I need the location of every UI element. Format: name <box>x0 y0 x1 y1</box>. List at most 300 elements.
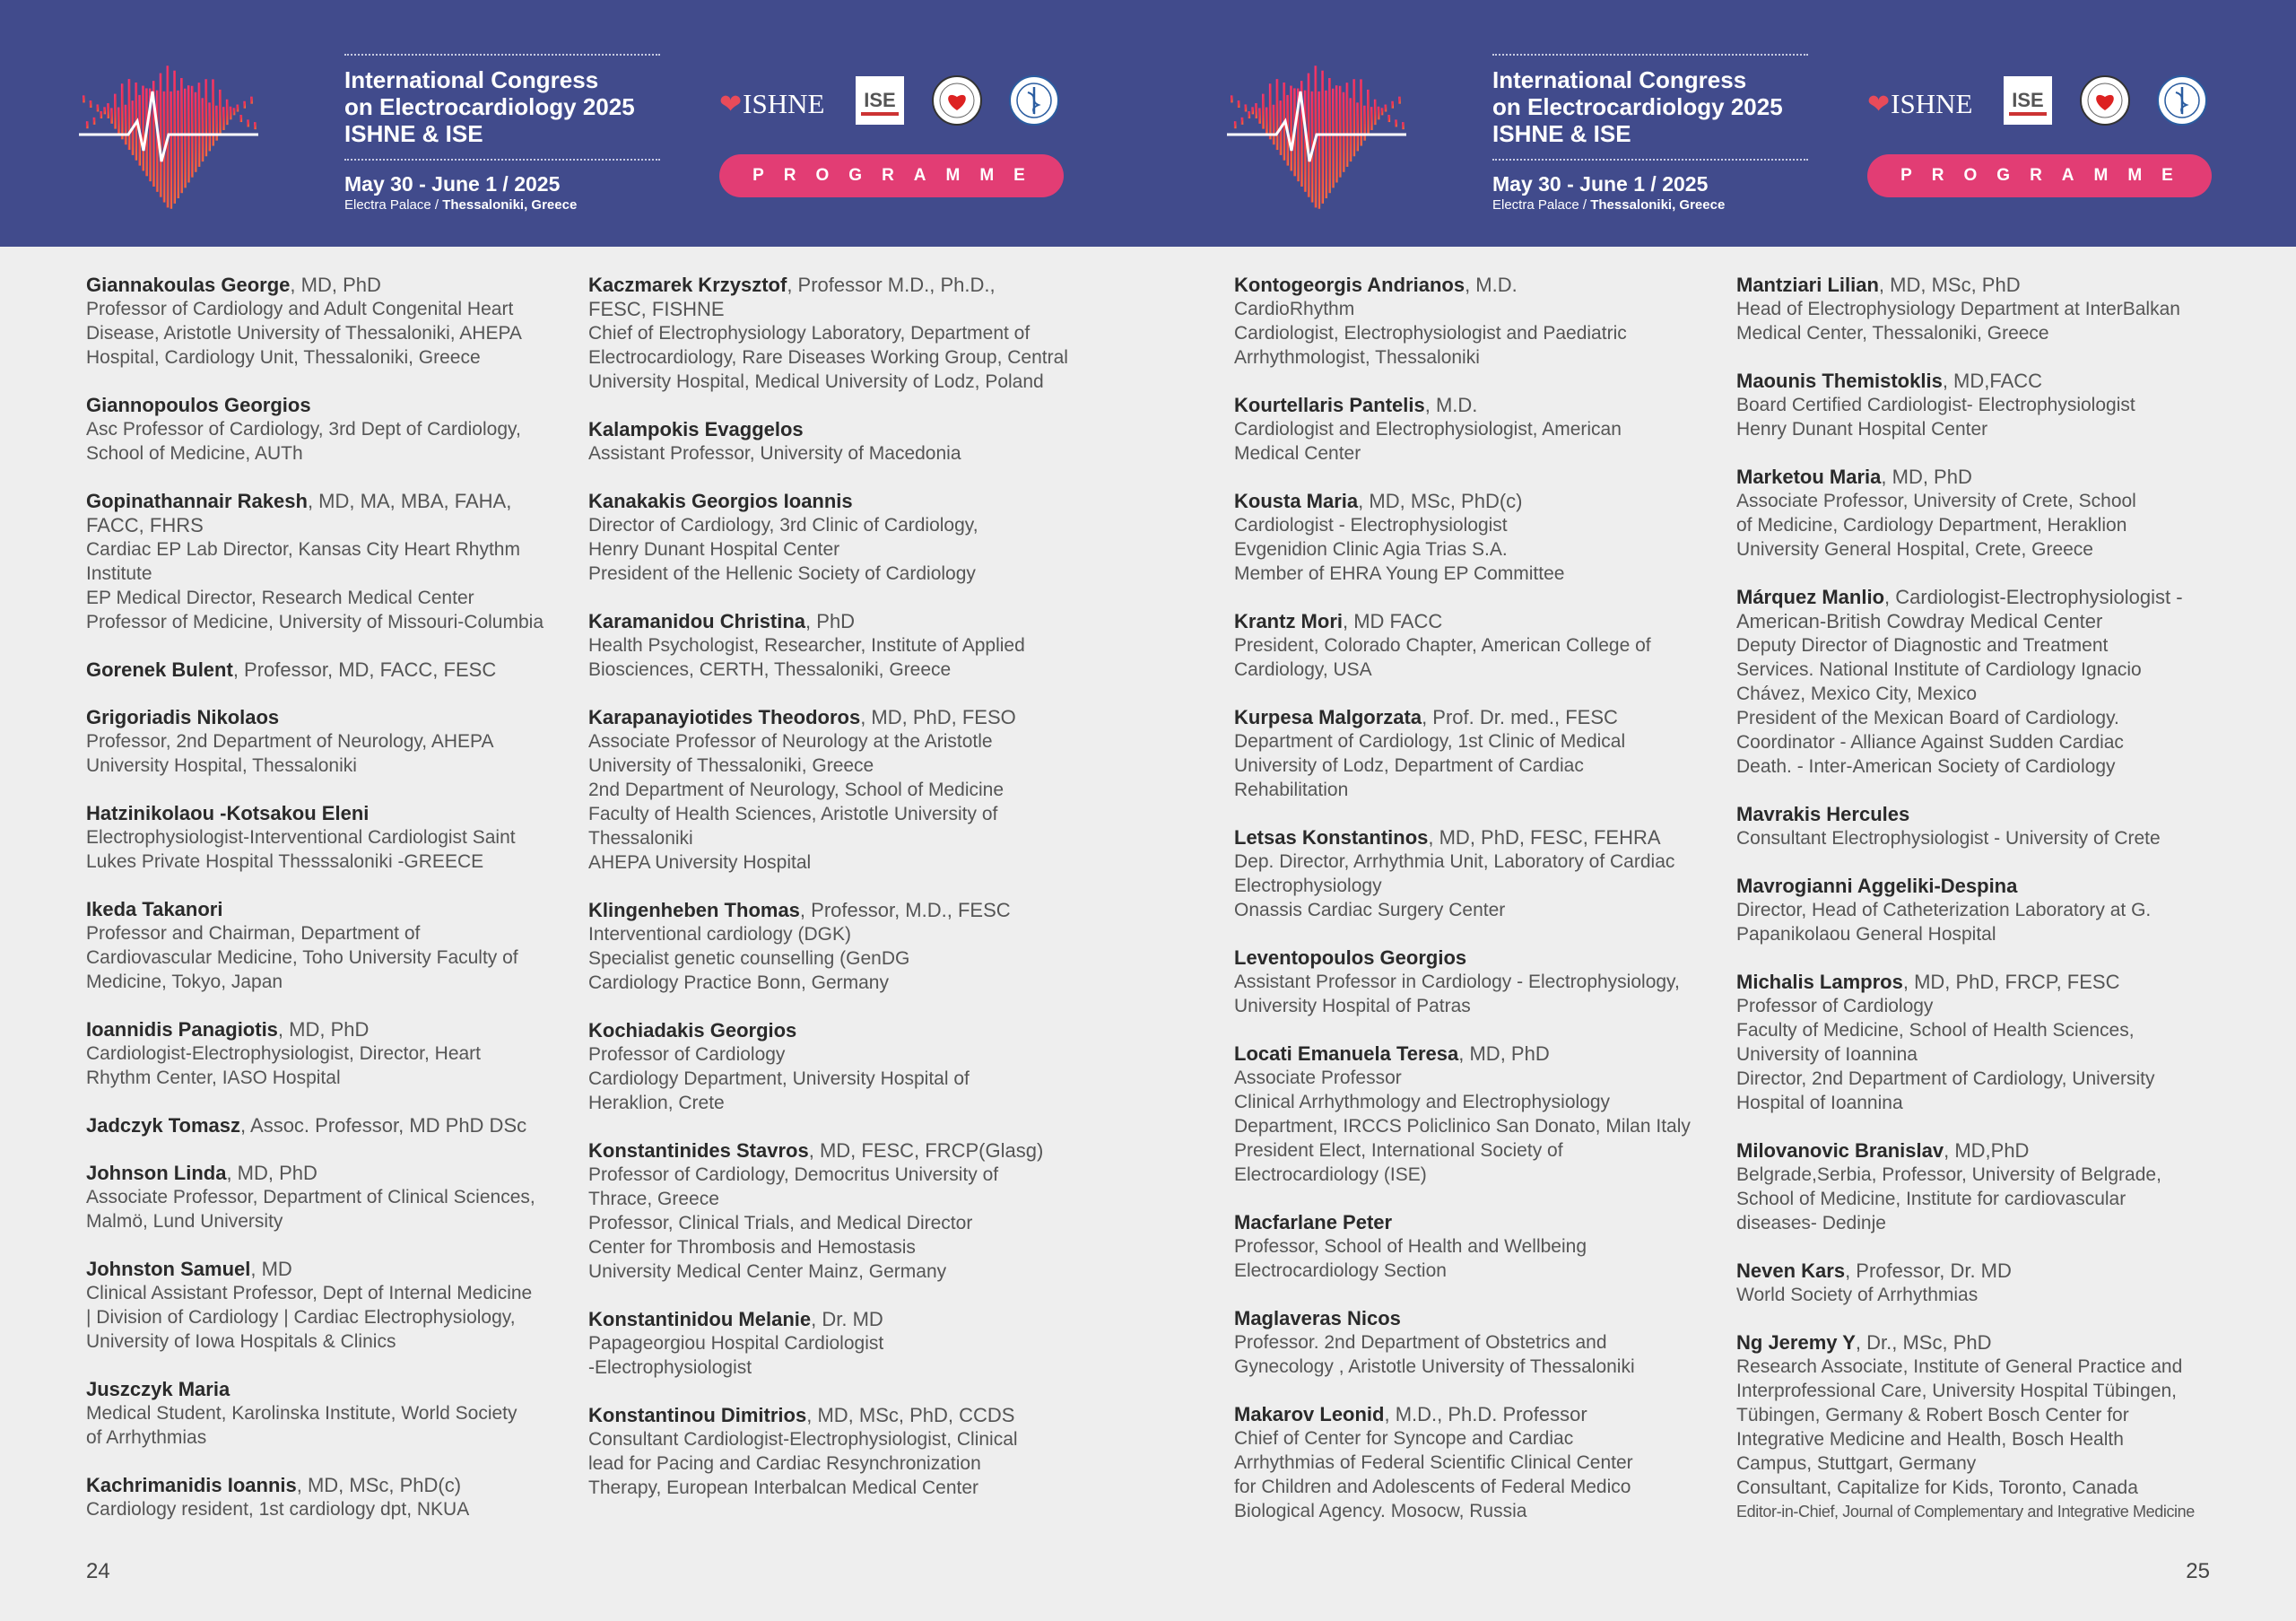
speaker-name-line <box>1736 369 2239 393</box>
speaker-name: Jadczyk Tomasz <box>86 1114 241 1137</box>
speaker-name-line <box>1234 1306 1736 1330</box>
speaker-affiliation: Assistant Professor, University of Macedonia <box>588 443 961 464</box>
heart-waveform-bar <box>173 71 176 204</box>
speaker-entry <box>1234 825 1736 922</box>
dotted-divider <box>1492 159 1808 161</box>
speaker-affiliation: Professor of Cardiology, Democritus University of Thrace, Greece Professor, Clinical Trials, and Medical Director Center for Thrombosis and Hemostasis University Medical Center Mainz, Germany <box>588 1164 999 1282</box>
society-seal-icon <box>931 74 983 126</box>
speaker-entry <box>1234 1041 1736 1187</box>
heart-waveform-bar <box>1265 108 1268 135</box>
speaker-name-line <box>588 898 1091 922</box>
heart-waveform-bar <box>90 100 92 108</box>
speaker-entry <box>86 1473 588 1521</box>
speaker-name: Macfarlane Peter <box>1234 1211 1393 1233</box>
congress-title-line: International Congress <box>1492 66 1747 93</box>
speaker-entry <box>1234 1306 1736 1379</box>
speaker-affiliation: Head of Electrophysiology Department at InterBalkan Medical Center, Thessaloniki, Greece <box>1736 299 2180 344</box>
speaker-affiliation: Assistant Professor in Cardiology - Electrophysiology, University Hospital of Patras <box>1234 972 1680 1016</box>
speaker-affiliation: Director of Cardiology, 3rd Clinic of Cardiology, Henry Dunant Hospital Center President of the Hellenic Society of Cardiology <box>588 515 978 584</box>
page-number: 25 <box>2186 1559 2210 1583</box>
speaker-credentials: , MD, MSc, PhD, CCDS <box>806 1404 1015 1426</box>
speaker-name: Leventopoulos Georgios <box>1234 946 1467 969</box>
speaker-credentials: , Dr., MSc, PhD <box>1855 1331 1992 1354</box>
speaker-affiliation: Cardiologist - Electrophysiologist Evgenidion Clinic Agia Trias S.A. Member of EHRA Young EP Committee <box>1234 515 1565 584</box>
heart-ecg-logo-icon <box>1227 27 1406 233</box>
speaker-credentials: , MD, PhD, FESC, FEHRA <box>1428 826 1661 849</box>
speaker-entry <box>86 658 588 682</box>
speaker-name: Kousta Maria <box>1234 490 1359 512</box>
speaker-name: Maglaveras Nicos <box>1234 1307 1401 1329</box>
speaker-credentials: , MD,PhD <box>1944 1139 2030 1162</box>
speaker-affiliation: Cardiologist and Electrophysiologist, American Medical Center <box>1234 419 1622 464</box>
heart-waveform-bar <box>237 105 239 112</box>
speaker-extra-role: Editor-in-Chief, Journal of Complementary and Integrative Medicine <box>1736 1503 2195 1521</box>
dotted-divider <box>1492 54 1808 56</box>
heart-waveform-bar <box>1245 104 1248 111</box>
heart-waveform-bar <box>184 89 187 188</box>
speaker-affiliation: President, Colorado Chapter, American College of Cardiology, USA <box>1234 635 1651 680</box>
heart-waveform-bar <box>1290 86 1292 171</box>
sponsor-logos <box>1867 72 2208 135</box>
speaker-name-line <box>1736 465 2239 489</box>
speaker-name: Johnston Samuel <box>86 1258 251 1280</box>
speaker-entry <box>86 1161 588 1233</box>
heart-waveform-bar <box>117 108 120 135</box>
heart-waveform-bar <box>1255 103 1257 118</box>
congress-title-line: International Congress <box>344 66 599 93</box>
speaker-name-line <box>86 393 588 417</box>
speaker-entry <box>1736 273 2239 345</box>
programme-button[interactable]: PROGRAMME <box>1867 154 2212 197</box>
heart-icon: ❤ <box>1867 89 1891 119</box>
speaker-column <box>1234 273 1736 1547</box>
speaker-entry <box>1234 393 1736 466</box>
speaker-credentials: , MD, MSc, PhD(c) <box>296 1474 462 1496</box>
sponsor-logos <box>719 72 1060 135</box>
speaker-name-line <box>588 417 1091 441</box>
speaker-affiliation: Associate Professor Clinical Arrhythmology and Electrophysiology Department, IRCCS Policlinico San Donato, Milan Italy President Elect, International Society of Electrocardiology (ISE) <box>1234 1068 1691 1185</box>
heart-waveform-bar <box>1262 94 1265 129</box>
venue-city: Thessaloniki, Greece <box>1590 197 1726 213</box>
speaker-name-line <box>1234 1402 1736 1426</box>
speaker-entry <box>1736 874 2239 946</box>
speaker-entry <box>1234 609 1736 682</box>
speaker-entry <box>588 417 1091 466</box>
heart-waveform-bar <box>1353 79 1356 156</box>
speaker-affiliation: Asc Professor of Cardiology, 3rd Dept of Cardiology, School of Medicine, AUTh <box>86 419 521 464</box>
speaker-affiliation: Consultant Electrophysiologist - University of Crete <box>1736 828 2161 849</box>
ishne-logo-text: ISHNE <box>743 88 825 119</box>
speaker-name: Mavrogianni Aggeliki-Despina <box>1736 875 2018 897</box>
speaker-credentials: , MD, PhD, FRCP, FESC <box>1902 971 2120 993</box>
congress-title-line: ISHNE & ISE <box>344 120 483 147</box>
heart-waveform-bar <box>250 97 253 104</box>
programme-button[interactable]: PROGRAMME <box>719 154 1064 197</box>
heart-waveform-bar <box>128 79 131 150</box>
speaker-credentials: , MD, PhD <box>226 1162 317 1184</box>
congress-title <box>1492 66 1783 147</box>
speaker-name-line <box>1736 970 2239 994</box>
heart-waveform-bar <box>1356 102 1359 151</box>
heart-waveform-bar <box>170 92 173 209</box>
speaker-credentials: , MD,FACC <box>1942 370 2043 392</box>
speaker-entry <box>588 609 1091 682</box>
speaker-credentials: , Professor, Dr. MD <box>1845 1259 2012 1282</box>
speaker-affiliation: Consultant Cardiologist-Electrophysiologist, Clinical lead for Pacing and Cardiac Resynchronization Therapy, European Interbalcan Medical Center <box>588 1429 1018 1498</box>
heart-waveform-bar <box>1332 89 1335 188</box>
speaker-entry <box>1234 1210 1736 1283</box>
speaker-credentials: , Prof. Dr. med., FESC <box>1422 706 1618 728</box>
speaker-name: Kachrimanidis Ioannis <box>86 1474 297 1496</box>
heart-waveform-bar <box>1248 111 1251 118</box>
speaker-column <box>588 273 1091 1523</box>
society-seal-icon <box>2079 74 2131 126</box>
speaker-credentials: , Professor, M.D., FESC <box>799 899 1011 921</box>
speaker-credentials: , PhD <box>805 610 856 632</box>
speaker-name-line <box>86 1473 588 1497</box>
speaker-name: Mavrakis Hercules <box>1736 803 1910 825</box>
speaker-entry <box>1234 946 1736 1018</box>
speaker-name-line <box>1234 705 1736 729</box>
speaker-name: Milovanovic Branislav <box>1736 1139 1944 1162</box>
speaker-name: Krantz Mori <box>1234 610 1343 632</box>
speaker-name-line <box>86 1017 588 1041</box>
heart-waveform-bar <box>1231 95 1233 102</box>
dotted-divider <box>344 54 660 56</box>
speaker-name: Maounis Themistoklis <box>1736 370 1943 392</box>
speaker-name-line <box>1736 874 2239 898</box>
speaker-entry <box>1234 489 1736 586</box>
speaker-credentials: , MD <box>250 1258 292 1280</box>
speaker-credentials: , MD, PhD <box>277 1018 370 1041</box>
heart-waveform-bar <box>1308 74 1310 197</box>
speaker-affiliation: Chief of Electrophysiology Laboratory, Department of Electrocardiology, Rare Diseases Working Group, Central University Hospital, Medical University of Lodz, Poland <box>588 323 1068 392</box>
heart-waveform-bar <box>1269 83 1272 139</box>
speaker-entry <box>588 489 1091 586</box>
speaker-affiliation: Professor of Cardiology Faculty of Medicine, School of Health Sciences, University of Ioannina Director, 2nd Department of Cardiology, University Hospital of Ioannina <box>1736 996 2155 1113</box>
speaker-entry <box>1736 465 2239 562</box>
speaker-name: Letsas Konstantinos <box>1234 826 1429 849</box>
speaker-affiliation: Associate Professor of Neurology at the Aristotle University of Thessaloniki, Greece 2nd Department of Neurology, School of Medicine Faculty of Health Sciences, Aristotle University of Thessaloniki AHEPA University Hospital <box>588 731 1004 873</box>
speaker-credentials: , MD FACC <box>1343 610 1443 632</box>
speaker-name: Kochiadakis Georgios <box>588 1019 797 1041</box>
speaker-name: Neven Kars <box>1736 1259 1846 1282</box>
heart-waveform-bar <box>240 115 243 122</box>
medical-seal-icon <box>1008 74 1060 126</box>
speaker-credentials: , MD, FESC, FRCP(Glasg) <box>808 1139 1044 1162</box>
heart-waveform-bar <box>1350 98 1352 161</box>
speaker-credentials: , Professor, MD, FACC, FESC <box>232 658 497 681</box>
speaker-name-line <box>1736 273 2239 297</box>
heart-waveform-bar <box>254 122 257 129</box>
speaker-name: Kalampokis Evaggelos <box>588 418 804 440</box>
heart-waveform-bar <box>1370 107 1373 130</box>
speaker-name-line <box>588 489 1091 513</box>
heart-waveform-bar <box>230 107 232 120</box>
venue-prefix: Electra Palace / <box>344 197 443 213</box>
congress-venue <box>344 197 577 213</box>
speaker-name-line <box>588 273 1091 321</box>
heart-waveform-bar <box>1273 105 1275 144</box>
heart-waveform-bar <box>1374 100 1377 125</box>
congress-title-line: on Electrocardiology 2025 <box>1492 93 1783 120</box>
speaker-entry <box>588 1403 1091 1500</box>
speaker-entry <box>1736 1138 2239 1235</box>
speaker-name: Makarov Leonid <box>1234 1403 1385 1425</box>
ishne-logo <box>719 88 824 120</box>
ishne-logo <box>1867 88 1972 120</box>
ise-logo-text: ISE <box>864 89 896 111</box>
speaker-entry <box>86 705 588 778</box>
speaker-entry <box>588 1307 1091 1380</box>
speaker-name: Konstantinou Dimitrios <box>588 1404 807 1426</box>
speaker-name: Márquez Manlio <box>1736 586 1885 608</box>
speaker-entry <box>588 273 1091 394</box>
speaker-credentials: , MD, PhD <box>1458 1042 1550 1065</box>
speaker-entry <box>1736 1259 2239 1307</box>
speaker-affiliation: Research Associate, Institute of General Practice and Interprofessional Care, University Hospital Tübingen, Tübingen, Germany & Robert Bosch Center for Integrative Medicine and Health, Bosch Health Campus, Stuttgart, Germany Consultant, Capitalize for Kids, Toronto, Canada <box>1736 1356 2183 1498</box>
speaker-affiliation: Professor. 2nd Department of Obstetrics and Gynecology , Aristotle University of Thessaloniki <box>1234 1332 1635 1377</box>
speaker-name-line <box>588 705 1091 729</box>
speaker-name: Kourtellaris Pantelis <box>1234 394 1425 416</box>
heart-waveform-bar <box>1343 92 1345 172</box>
speaker-affiliation: Board Certified Cardiologist- Electrophysiologist Henry Dunant Hospital Center <box>1736 395 2135 440</box>
speaker-name: Karamanidou Christina <box>588 610 806 632</box>
speaker-entry <box>86 1257 588 1354</box>
heart-waveform-bar <box>1258 108 1261 123</box>
speaker-affiliation: Interventional cardiology (DGK) Specialist genetic counselling (GenDG Cardiology Practice Bonn, Germany <box>588 924 910 993</box>
speaker-name-line <box>1736 1259 2239 1283</box>
speaker-entry <box>86 897 588 994</box>
speaker-name-line <box>588 1307 1091 1331</box>
ise-logo-icon <box>854 74 906 126</box>
heart-waveform-bar <box>226 100 229 125</box>
heart-waveform-bar <box>1388 115 1391 122</box>
speaker-name-line <box>86 705 588 729</box>
speaker-credentials: , M.D. <box>1424 394 1478 416</box>
heart-waveform-bar <box>1234 121 1237 128</box>
speaker-name: Grigoriadis Nikolaos <box>86 706 280 728</box>
heart-waveform-bar <box>107 103 109 118</box>
speaker-entry <box>588 898 1091 995</box>
speaker-entry <box>1736 369 2239 441</box>
page-number: 24 <box>86 1559 110 1583</box>
speaker-credentials: , MD, MSc, PhD <box>1878 274 2021 296</box>
heart-waveform-bar <box>1402 122 1405 129</box>
heart-waveform-bar <box>1395 119 1397 126</box>
heart-waveform-bar <box>86 121 89 128</box>
speaker-name: Kontogeorgis Andrianos <box>1234 274 1465 296</box>
speaker-credentials: , M.D., Ph.D. Professor <box>1384 1403 1587 1425</box>
speaker-entry <box>86 1113 588 1137</box>
heart-waveform-bar <box>1251 107 1254 114</box>
heart-waveform-bar <box>121 83 124 139</box>
speaker-entry <box>86 489 588 634</box>
speaker-affiliation: Belgrade,Serbia, Professor, University of Belgrade, School of Medicine, Institute for cardiovascular diseases- Dedinje <box>1736 1164 2161 1233</box>
speaker-name: Kurpesa Malgorzata <box>1234 706 1422 728</box>
heart-waveform-bar <box>93 118 96 125</box>
speaker-entry <box>1234 705 1736 802</box>
heart-waveform-bar <box>1367 90 1370 135</box>
speaker-affiliation: Professor, 2nd Department of Neurology, AHEPA University Hospital, Thessaloniki <box>86 731 494 776</box>
speaker-name: Klingenheben Thomas <box>588 899 800 921</box>
speaker-affiliation: Medical Student, Karolinska Institute, World Society of Arrhythmias <box>86 1403 517 1448</box>
speaker-entry <box>86 801 588 874</box>
speaker-affiliation: Department of Cardiology, 1st Clinic of Medical University of Lodz, Department of Cardiac Rehabilitation <box>1234 731 1626 800</box>
congress-title <box>344 66 635 147</box>
heart-waveform-bar <box>1398 97 1401 104</box>
speaker-column <box>1736 273 2239 1547</box>
heart-waveform-bar <box>195 92 197 172</box>
speaker-credentials: , Dr. MD <box>811 1308 883 1330</box>
speaker-entry <box>1736 585 2239 779</box>
speaker-name: Locati Emanuela Teresa <box>1234 1042 1459 1065</box>
speaker-name-line <box>588 1403 1091 1427</box>
speaker-name: Marketou Maria <box>1736 466 1882 488</box>
speaker-entry <box>1736 970 2239 1115</box>
heart-waveform-bar <box>177 91 179 198</box>
venue-prefix: Electra Palace / <box>1492 197 1591 213</box>
speaker-name: Kaczmarek Krzysztof <box>588 274 787 296</box>
speaker-name: Juszczyk Maria <box>86 1378 230 1400</box>
speaker-affiliation: CardioRhythm Cardiologist, Electrophysiologist and Paediatric Arrhythmologist, Thessaloniki <box>1234 299 1627 368</box>
heart-waveform-bar <box>205 79 208 156</box>
speaker-affiliation: Health Psychologist, Researcher, Institute of Applied Biosciences, CERTH, Thessaloniki, Greece <box>588 635 1025 680</box>
heart-waveform-bar <box>1346 83 1349 167</box>
speaker-name: Karapanayiotides Theodoros <box>588 706 861 728</box>
speaker-column <box>86 273 588 1545</box>
speaker-name-line <box>1234 1210 1736 1234</box>
medical-seal-icon <box>2156 74 2208 126</box>
speaker-affiliation: Papageorgiou Hospital Cardiologist -Electrophysiologist <box>588 1333 884 1378</box>
heart-waveform-bar <box>160 74 162 197</box>
speaker-affiliation: Director, Head of Catheterization Laboratory at G. Papanikolaou General Hospital <box>1736 900 2152 945</box>
congress-header <box>1148 0 2296 247</box>
speaker-name: Gorenek Bulent <box>86 658 233 681</box>
speaker-credentials: , Assoc. Professor, MD PhD DSc <box>240 1114 527 1137</box>
speaker-name-line <box>1234 609 1736 633</box>
speaker-affiliation: Cardiologist-Electrophysiologist, Director, Heart Rhythm Center, IASO Hospital <box>86 1043 482 1088</box>
speaker-name: Johnson Linda <box>86 1162 227 1184</box>
speaker-name-line <box>86 1113 588 1137</box>
speaker-name-line <box>86 1377 588 1401</box>
speaker-affiliation: Associate Professor, Department of Clinical Sciences, Malmö, Lund University <box>86 1187 535 1232</box>
congress-dates: May 30 - June 1 / 2025 <box>1492 172 1709 196</box>
heart-waveform-bar <box>243 101 246 109</box>
heart-waveform-bar <box>114 94 117 129</box>
heart-waveform-bar <box>247 119 249 126</box>
heart-waveform-bar <box>110 108 113 123</box>
heart-waveform-bar <box>191 86 194 178</box>
speaker-affiliation: Deputy Director of Diagnostic and Treatment Services. National Institute of Cardiology Ignacio Chávez, Mexico City, Mexico President of the Mexican Board of Cardiology. Coordinator - Alliance Against Sudden Cardiac Death. - Inter-American Society of Cardiology <box>1736 635 2142 777</box>
page-25 <box>1148 0 2296 1621</box>
heart-waveform-bar <box>202 98 204 161</box>
speaker-name-line <box>86 489 588 537</box>
speaker-entry <box>86 1017 588 1090</box>
speaker-name: Michalis Lampros <box>1736 971 1903 993</box>
heart-waveform-bar <box>97 104 100 111</box>
speaker-affiliation: Clinical Assistant Professor, Dept of Internal Medicine | Division of Cardiology | Cardiac Electrophysiology, University of Iowa Hospitals & Clinics <box>86 1283 533 1352</box>
speaker-credentials: , MD, MSc, PhD(c) <box>1358 490 1523 512</box>
speaker-name-line <box>1234 1041 1736 1066</box>
heart-waveform-bar <box>100 111 103 118</box>
speaker-entry <box>1234 1402 1736 1523</box>
congress-header <box>0 0 1148 247</box>
speaker-name-line <box>86 658 588 682</box>
speaker-affiliation: Professor of Cardiology Cardiology Department, University Hospital of Heraklion, Crete <box>588 1044 970 1113</box>
heart-waveform-bar <box>1321 71 1324 204</box>
speaker-name-line <box>86 897 588 921</box>
speaker-credentials: , Cardiologist-Electrophysiologist - American-British Cowdray Medical Center <box>1736 586 2183 632</box>
congress-title-line: ISHNE & ISE <box>1492 120 1631 147</box>
speaker-entry <box>86 393 588 466</box>
speaker-credentials: , M.D. <box>1465 274 1518 296</box>
heart-waveform-bar <box>1381 108 1384 115</box>
speaker-name: Ikeda Takanori <box>86 898 223 920</box>
speaker-name: Ng Jeremy Y <box>1736 1331 1856 1354</box>
speaker-affiliation: Cardiac EP Lab Director, Kansas City Heart Rhythm Institute EP Medical Director, Research Medical Center Professor of Medicine, University of Missouri-Columbia <box>86 539 544 632</box>
speaker-credentials: , MD, PhD <box>1881 466 1972 488</box>
heart-waveform-bar <box>222 107 225 130</box>
speaker-name: Giannopoulos Georgios <box>86 394 311 416</box>
ise-logo-icon <box>2002 74 2054 126</box>
heart-waveform-bar <box>1238 100 1240 108</box>
speaker-name: Mantziari Lilian <box>1736 274 1879 296</box>
heart-waveform-bar <box>125 105 127 144</box>
speaker-affiliation: Associate Professor, University of Crete, School of Medicine, Cardiology Department, Heraklion University General Hospital, Crete, Greece <box>1736 491 2136 560</box>
speaker-entry <box>588 1018 1091 1115</box>
venue-city: Thessaloniki, Greece <box>442 197 578 213</box>
speaker-credentials: , Professor M.D., Ph.D., FESC, FISHNE <box>588 274 996 320</box>
heart-waveform-bar <box>233 108 236 115</box>
speaker-name: Konstantinides Stavros <box>588 1139 809 1162</box>
speaker-credentials: , MD, PhD, FESO <box>860 706 1016 728</box>
heart-waveform-bar <box>103 107 106 114</box>
heart-waveform-bar <box>142 86 144 171</box>
heart-waveform-bar <box>83 95 85 102</box>
speaker-name-line <box>1234 273 1736 297</box>
heart-icon: ❤ <box>719 89 743 119</box>
speaker-name-line <box>1736 1138 2239 1163</box>
speaker-name: Giannakoulas George <box>86 274 291 296</box>
speaker-affiliation: Professor and Chairman, Department of Cardiovascular Medicine, Toho University Faculty of Medicine, Tokyo, Japan <box>86 923 518 992</box>
speaker-entry <box>1736 802 2239 850</box>
speaker-name-line <box>1736 802 2239 826</box>
speaker-affiliation: Professor, School of Health and Wellbeing Electrocardiology Section <box>1234 1236 1587 1281</box>
speaker-name: Ioannidis Panagiotis <box>86 1018 278 1041</box>
heart-waveform-bar <box>198 83 201 167</box>
ishne-logo-text: ISHNE <box>1891 88 1973 119</box>
speaker-name-line <box>1736 585 2239 633</box>
speaker-name: Konstantinidou Melanie <box>588 1308 812 1330</box>
speaker-name-line <box>588 1138 1091 1163</box>
speaker-affiliation: Cardiology resident, 1st cardiology dpt, NKUA <box>86 1499 470 1520</box>
heart-waveform-bar <box>1318 92 1321 209</box>
speaker-name-line <box>86 273 588 297</box>
heart-ecg-logo-icon <box>79 27 258 233</box>
congress-venue <box>1492 197 1725 213</box>
speaker-name: Gopinathannair Rakesh <box>86 490 308 512</box>
heart-waveform-bar <box>219 90 222 135</box>
speaker-credentials: , MD, MA, MBA, FAHA, FACC, FHRS <box>86 490 512 536</box>
heart-waveform-bar <box>1325 91 1327 198</box>
dotted-divider <box>344 159 660 161</box>
congress-title-line: on Electrocardiology 2025 <box>344 93 635 120</box>
speaker-entry <box>588 1138 1091 1284</box>
ise-logo-text: ISE <box>2012 89 2044 111</box>
speaker-entry <box>86 273 588 370</box>
congress-dates: May 30 - June 1 / 2025 <box>344 172 561 196</box>
